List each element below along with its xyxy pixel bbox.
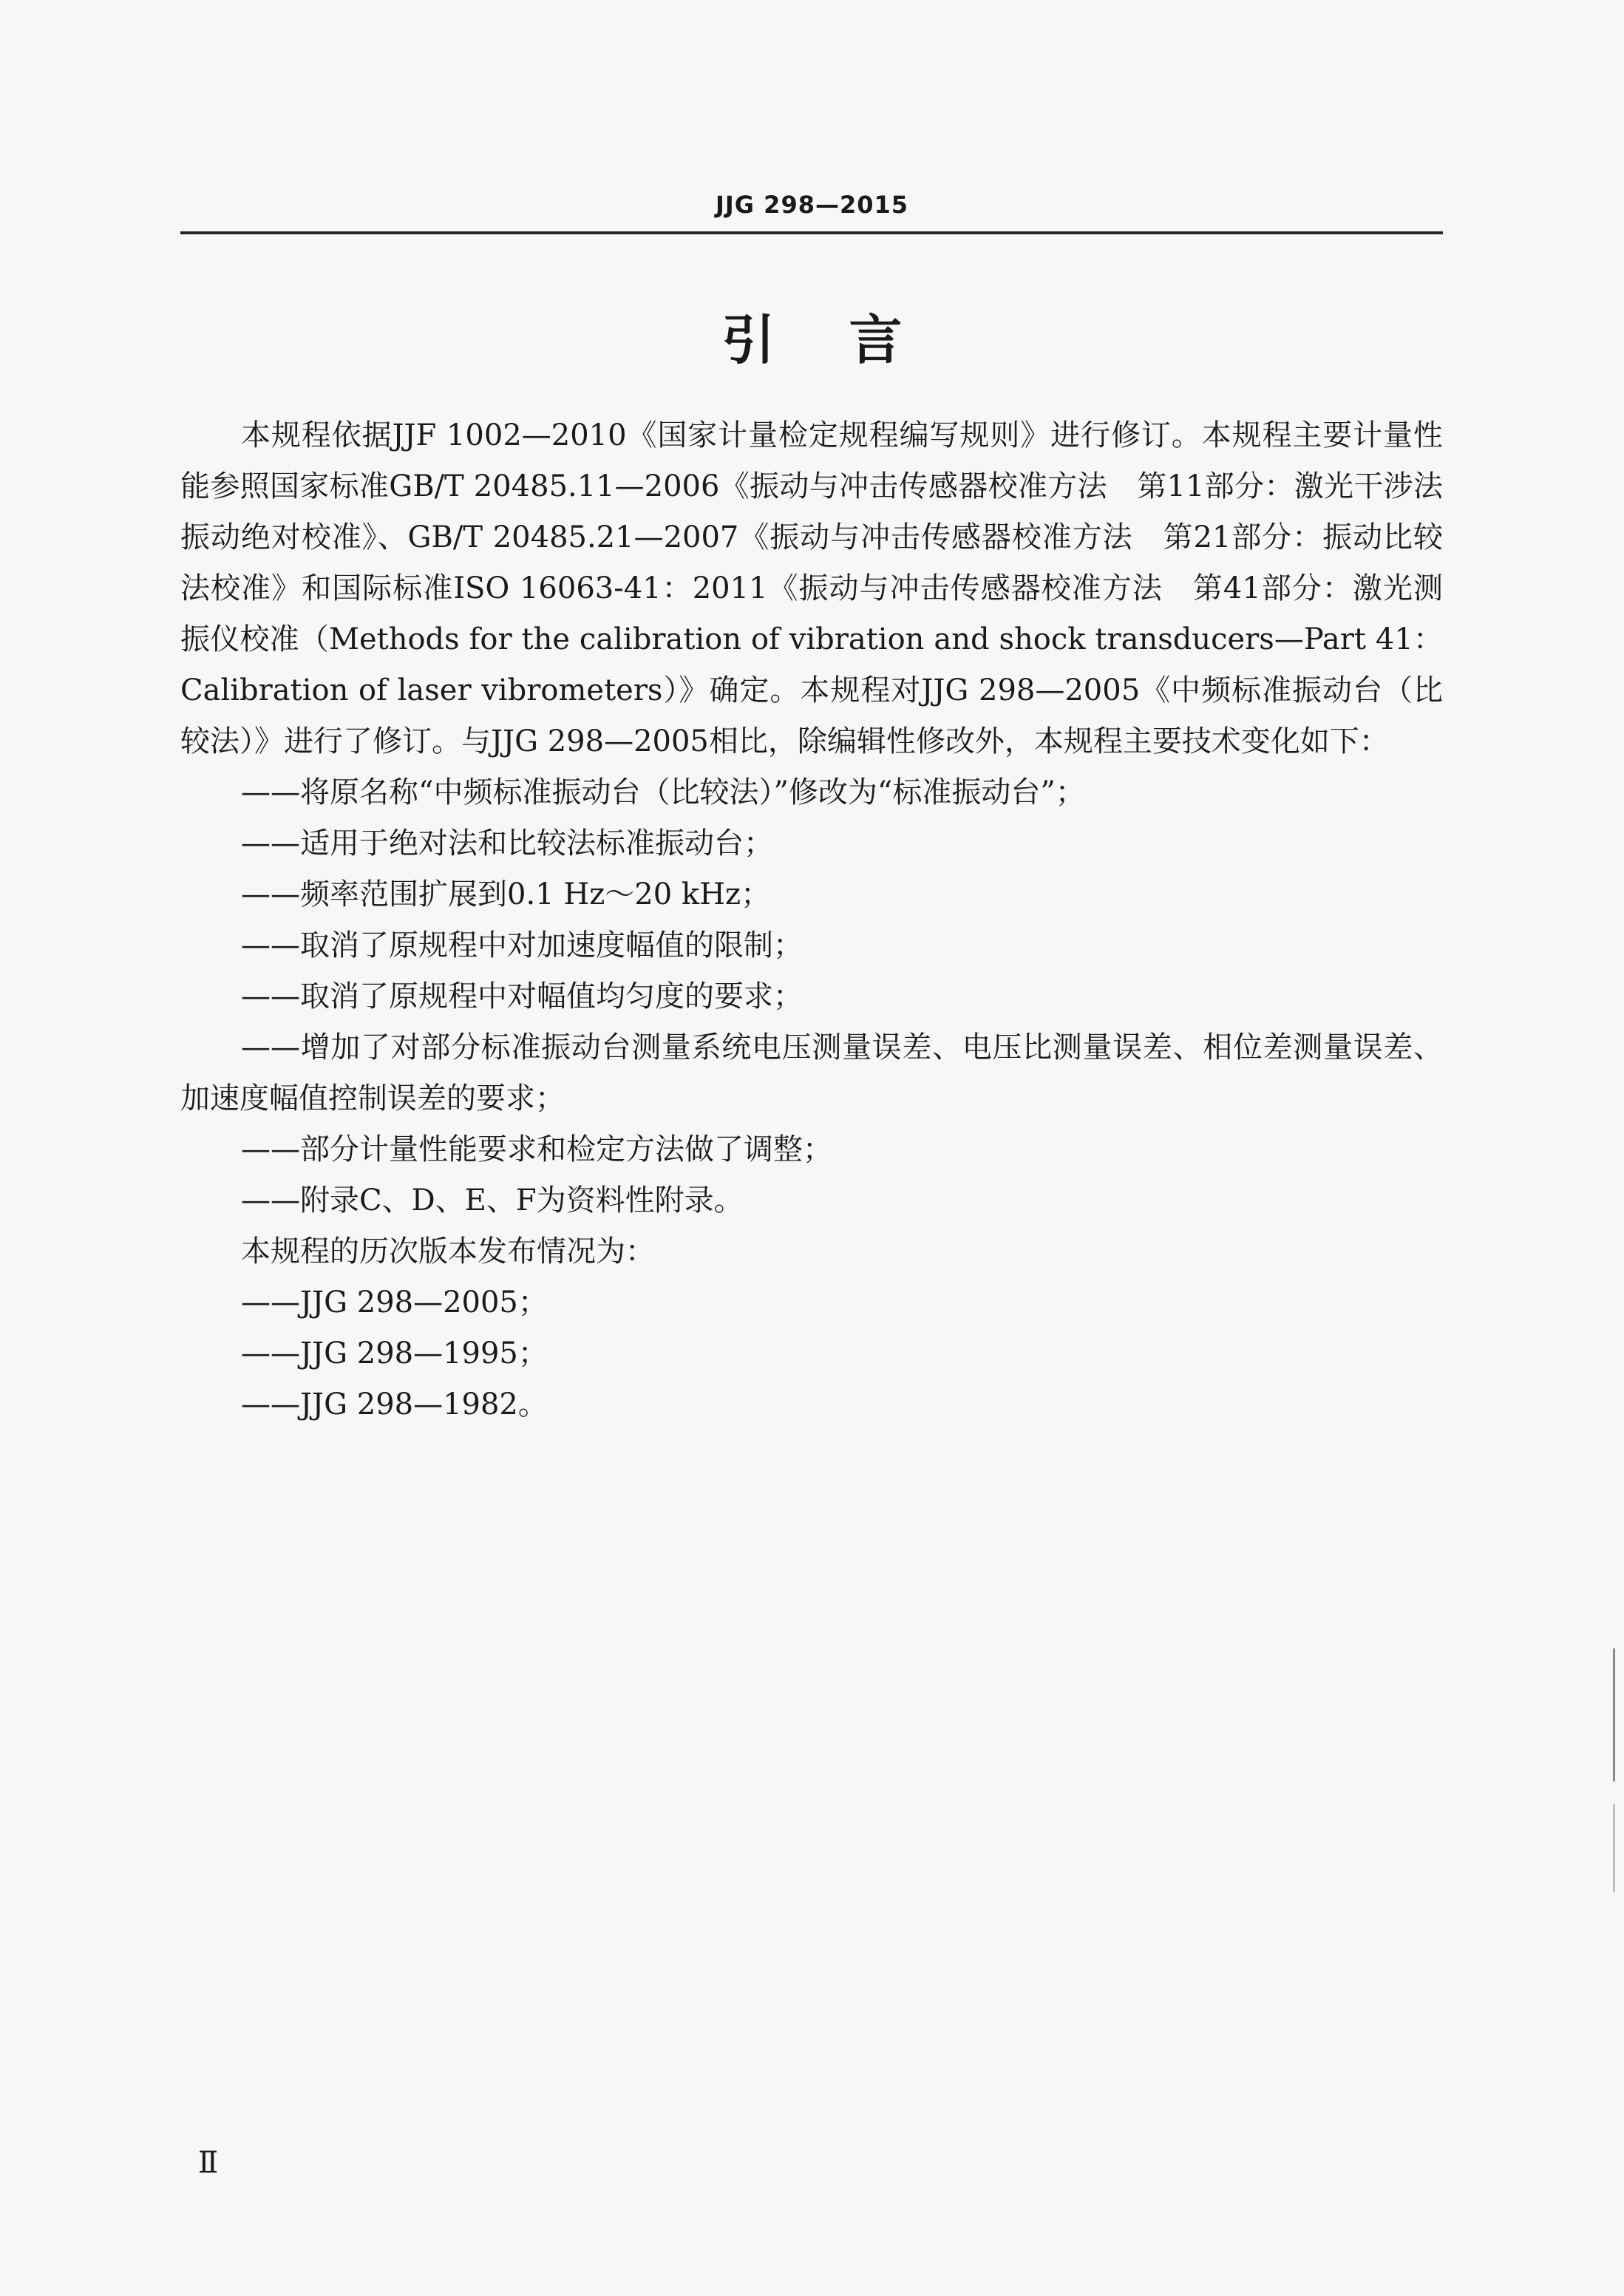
history-version-1: ——JJG 298—2005； [241,1285,548,1319]
change-item-4: ——取消了原规程中对加速度幅值的限制； [241,928,803,962]
intro-paragraph: 本规程依据JJF 1002—2010《国家计量检定规程编写规则》进行修订。本规程主要计量性能参照国家标准GB/T 20485.11—2006《振动与冲击传感器校准方法 第11部分：激光干涉法振动绝对校准》、GB/T 20485.21—2007《振动与冲击传感器校准方法 第21部分：振动比较法校准》和国际标准ISO 16063-41：2011《振动与冲击传感器校准方法 第41部分：激光测振仪校准（Methods for the calibration of vibration and shock transducers—Part 41：Calibration of laser vibrometers）》确定。本规程对JJG 298—2005《中频标准振动台（比较法）》进行了修订。与JJG 298—2005相比，除编辑性修改外，本规程主要技术变化如下： [180,418,1443,758]
page-number: Ⅱ [198,2146,219,2180]
change-item-7: ——部分计量性能要求和检定方法做了调整； [241,1132,832,1166]
header-rule [180,231,1443,234]
change-item-3: ——频率范围扩展到0.1 Hz～20 kHz； [241,877,771,911]
page-title: 引言 [721,309,976,371]
scan-edge-mark [1613,1804,1615,1892]
change-item-1: ——将原名称“中频标准振动台（比较法）”修改为“标准振动台”； [241,775,1085,809]
change-item-8: ——附录C、D、E、F为资料性附录。 [241,1183,744,1217]
body-text [180,410,1443,1430]
change-item-6: ——增加了对部分标准振动台测量系统电压测量误差、电压比测量误差、相位差测量误差、加速度幅值控制误差的要求； [180,1030,1443,1115]
history-title: 本规程的历次版本发布情况为： [241,1234,655,1268]
history-version-3: ——JJG 298—1982。 [241,1388,548,1422]
change-item-5: ——取消了原规程中对幅值均匀度的要求； [241,979,803,1013]
history-version-2: ——JJG 298—1995； [241,1336,548,1371]
scan-edge-mark [1613,1648,1615,1782]
change-item-2: ——适用于绝对法和比较法标准振动台； [241,826,773,860]
running-header-standard-code: JJG 298—2015 [715,191,909,219]
